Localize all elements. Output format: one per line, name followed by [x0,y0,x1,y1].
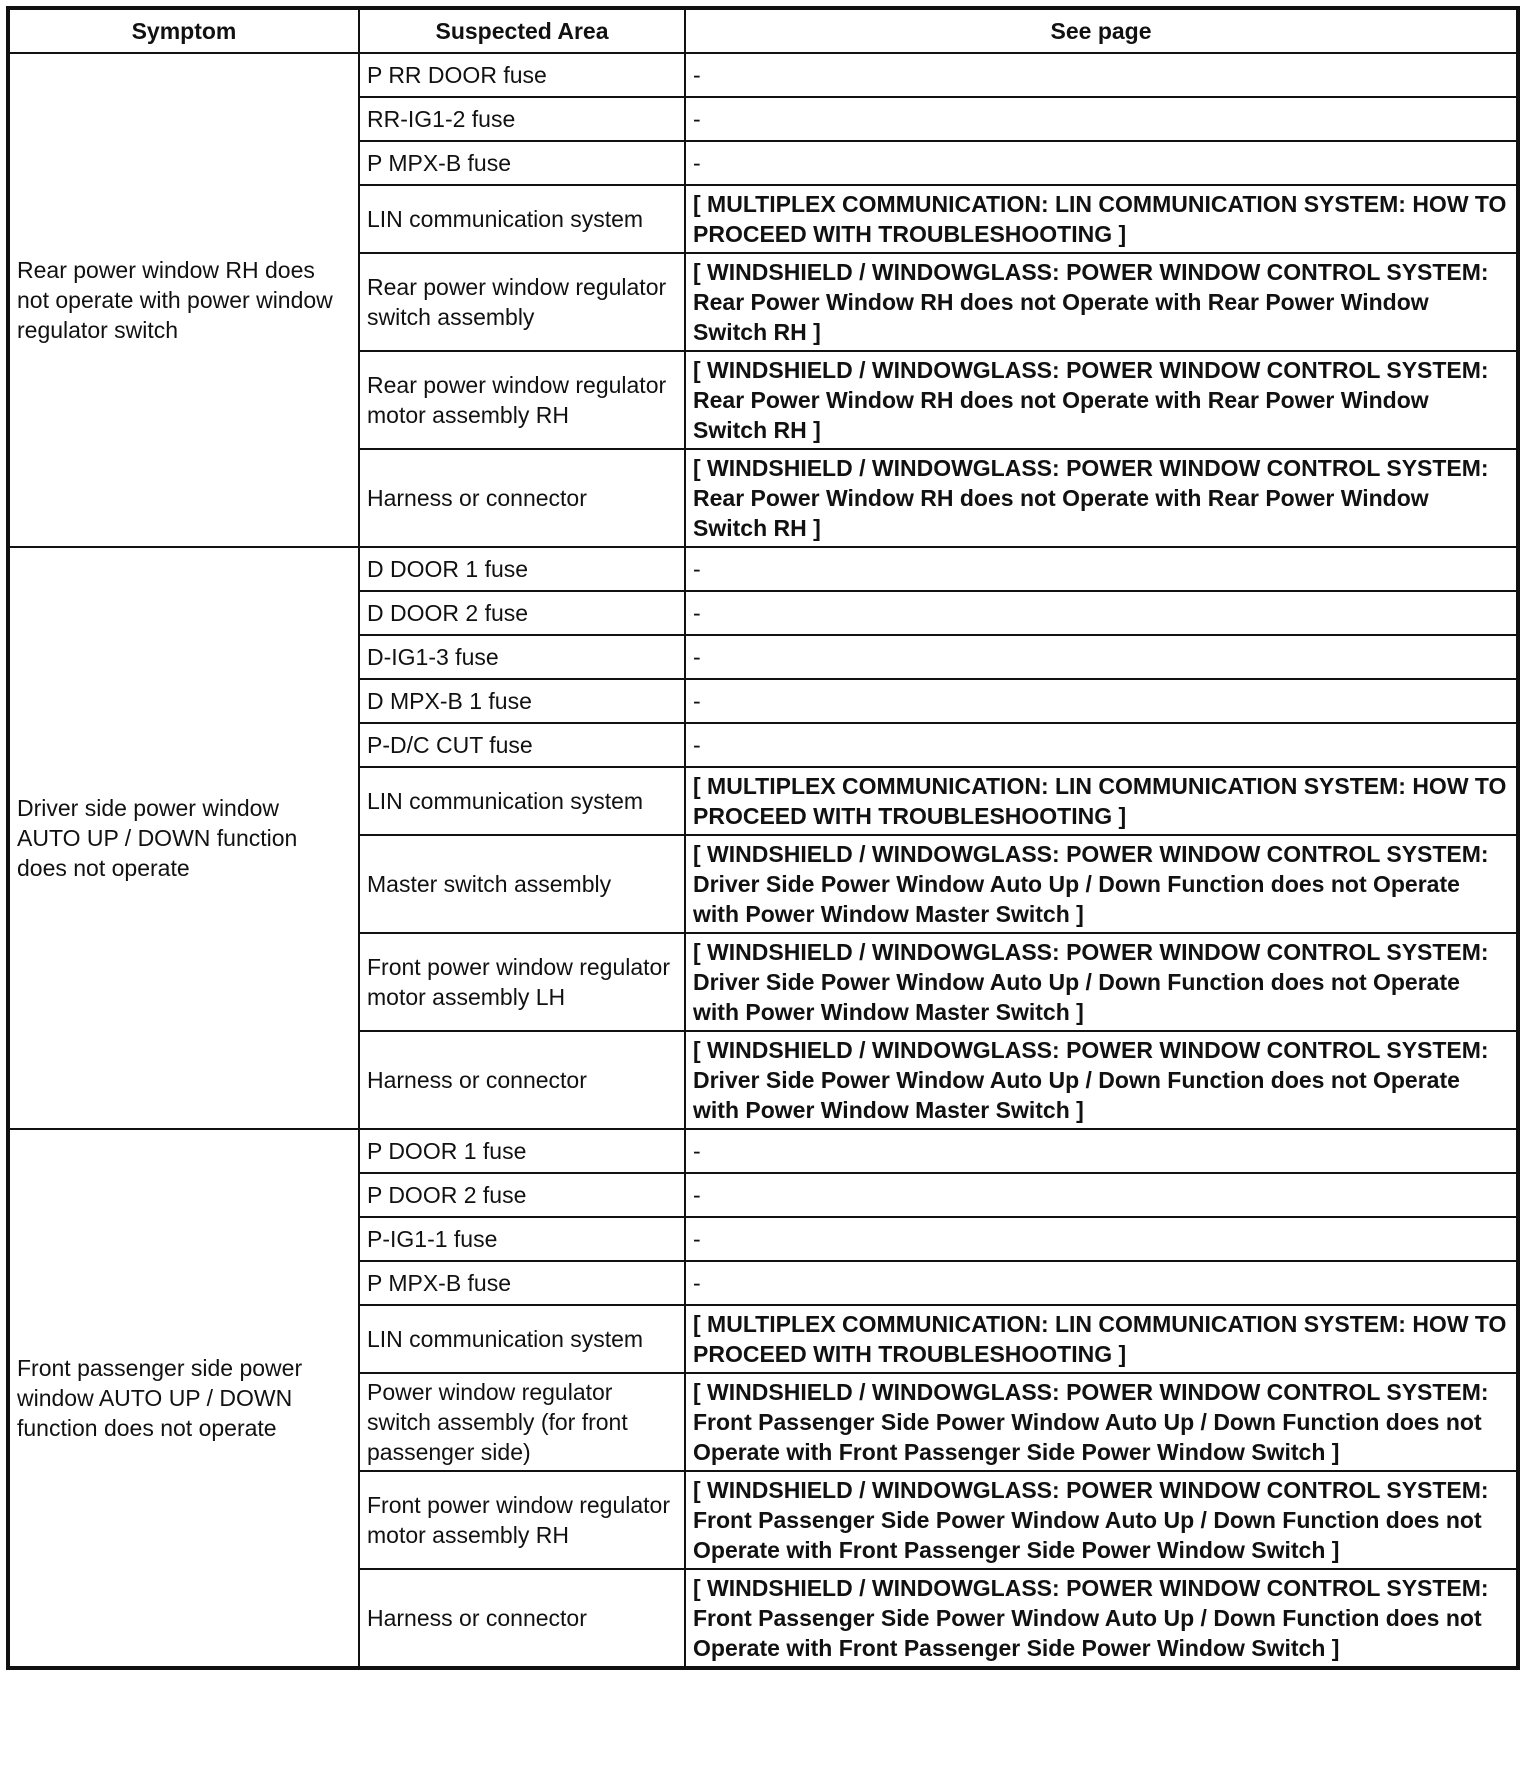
suspected-area-cell: P DOOR 2 fuse [359,1173,685,1217]
see-page-reference-link[interactable]: [ MULTIPLEX COMMUNICATION: LIN COMMUNICATION SYSTEM: HOW TO PROCEED WITH TROUBLESHOOTING ] [685,185,1518,253]
see-page-reference-link[interactable]: [ WINDSHIELD / WINDOWGLASS: POWER WINDOW CONTROL SYSTEM: Driver Side Power Window Auto Up / Down Function does not Operate with Power Window Master Switch ] [685,933,1518,1031]
see-page-cell: - [685,1173,1518,1217]
see-page-cell: - [685,53,1518,97]
see-page-reference-link[interactable]: [ WINDSHIELD / WINDOWGLASS: POWER WINDOW CONTROL SYSTEM: Driver Side Power Window Auto Up / Down Function does not Operate with Power Window Master Switch ] [685,1031,1518,1129]
suspected-area-cell: P MPX-B fuse [359,1261,685,1305]
suspected-area-cell: D MPX-B 1 fuse [359,679,685,723]
suspected-area-cell: P MPX-B fuse [359,141,685,185]
see-page-cell: - [685,679,1518,723]
suspected-area-cell: Front power window regulator motor assembly LH [359,933,685,1031]
table-body [8,53,1518,1668]
table-row [8,547,1518,591]
see-page-cell: - [685,97,1518,141]
see-page-reference-link[interactable]: [ WINDSHIELD / WINDOWGLASS: POWER WINDOW CONTROL SYSTEM: Rear Power Window RH does not Operate with Rear Power Window Switch RH ] [685,351,1518,449]
symptom-cell: Front passenger side power window AUTO UP / DOWN function does not operate [8,1129,359,1668]
suspected-area-cell: RR-IG1-2 fuse [359,97,685,141]
see-page-cell: - [685,723,1518,767]
see-page-reference-link[interactable]: [ WINDSHIELD / WINDOWGLASS: POWER WINDOW CONTROL SYSTEM: Front Passenger Side Power Window Auto Up / Down Function does not Operate with Front Passenger Side Power Window Switch ] [685,1471,1518,1569]
see-page-cell: - [685,547,1518,591]
table-row [8,1129,1518,1173]
suspected-area-cell: LIN communication system [359,185,685,253]
suspected-area-cell: LIN communication system [359,767,685,835]
suspected-area-cell: Front power window regulator motor assembly RH [359,1471,685,1569]
suspected-area-cell: P DOOR 1 fuse [359,1129,685,1173]
table-row [8,53,1518,97]
see-page-reference-link[interactable]: [ WINDSHIELD / WINDOWGLASS: POWER WINDOW CONTROL SYSTEM: Rear Power Window RH does not Operate with Rear Power Window Switch RH ] [685,253,1518,351]
header-symptom: Symptom [8,8,359,53]
see-page-cell: - [685,1261,1518,1305]
suspected-area-cell: Harness or connector [359,1569,685,1668]
suspected-area-cell: P RR DOOR fuse [359,53,685,97]
suspected-area-cell: P-D/C CUT fuse [359,723,685,767]
see-page-reference-link[interactable]: [ MULTIPLEX COMMUNICATION: LIN COMMUNICATION SYSTEM: HOW TO PROCEED WITH TROUBLESHOOTING ] [685,767,1518,835]
see-page-reference-link[interactable]: [ WINDSHIELD / WINDOWGLASS: POWER WINDOW CONTROL SYSTEM: Rear Power Window RH does not Operate with Rear Power Window Switch RH ] [685,449,1518,547]
symptom-cell: Rear power window RH does not operate with power window regulator switch [8,53,359,547]
see-page-reference-link[interactable]: [ MULTIPLEX COMMUNICATION: LIN COMMUNICATION SYSTEM: HOW TO PROCEED WITH TROUBLESHOOTING ] [685,1305,1518,1373]
header-suspected-area: Suspected Area [359,8,685,53]
suspected-area-cell: D DOOR 2 fuse [359,591,685,635]
suspected-area-cell: P-IG1-1 fuse [359,1217,685,1261]
see-page-reference-link[interactable]: [ WINDSHIELD / WINDOWGLASS: POWER WINDOW CONTROL SYSTEM: Front Passenger Side Power Window Auto Up / Down Function does not Operate with Front Passenger Side Power Window Switch ] [685,1569,1518,1668]
troubleshooting-table-container [6,6,1516,1670]
see-page-cell: - [685,141,1518,185]
suspected-area-cell: Power window regulator switch assembly (for front passenger side) [359,1373,685,1471]
suspected-area-cell: Harness or connector [359,449,685,547]
see-page-cell: - [685,1129,1518,1173]
header-row [8,8,1518,53]
suspected-area-cell: Master switch assembly [359,835,685,933]
see-page-cell: - [685,635,1518,679]
suspected-area-cell: D-IG1-3 fuse [359,635,685,679]
header-see-page: See page [685,8,1518,53]
symptom-cell: Driver side power window AUTO UP / DOWN function does not operate [8,547,359,1129]
see-page-cell: - [685,1217,1518,1261]
troubleshooting-table [6,6,1520,1670]
see-page-reference-link[interactable]: [ WINDSHIELD / WINDOWGLASS: POWER WINDOW CONTROL SYSTEM: Driver Side Power Window Auto Up / Down Function does not Operate with Power Window Master Switch ] [685,835,1518,933]
suspected-area-cell: Rear power window regulator switch assembly [359,253,685,351]
suspected-area-cell: LIN communication system [359,1305,685,1373]
see-page-reference-link[interactable]: [ WINDSHIELD / WINDOWGLASS: POWER WINDOW CONTROL SYSTEM: Front Passenger Side Power Window Auto Up / Down Function does not Operate with Front Passenger Side Power Window Switch ] [685,1373,1518,1471]
suspected-area-cell: Rear power window regulator motor assembly RH [359,351,685,449]
suspected-area-cell: D DOOR 1 fuse [359,547,685,591]
suspected-area-cell: Harness or connector [359,1031,685,1129]
see-page-cell: - [685,591,1518,635]
